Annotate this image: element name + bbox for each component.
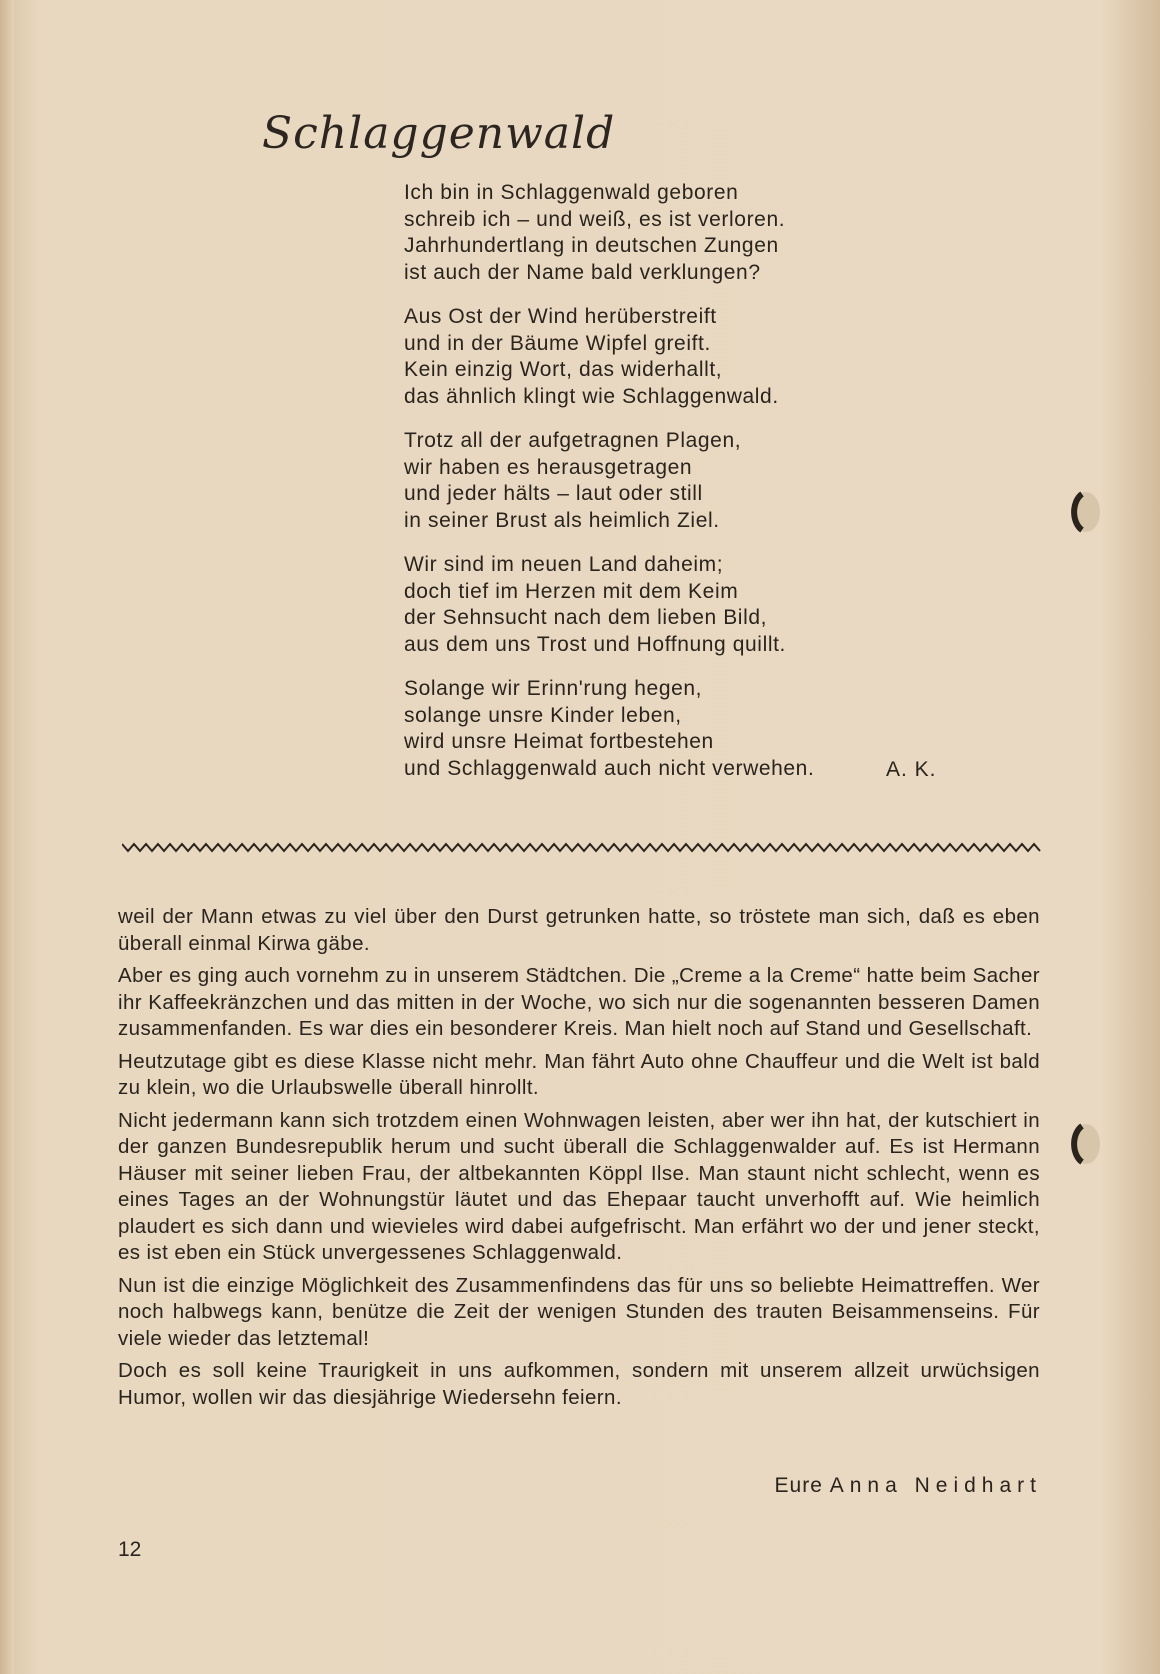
poem-line: Ich bin in Schlaggenwald geboren [404,181,739,204]
author-prefix: Eure [774,1474,823,1497]
wavy-divider [122,840,1044,854]
article-body [118,904,1040,1417]
poem-line: in seiner Brust als heimlich Ziel. [404,508,720,532]
page-title: Schlaggenwald [262,108,616,159]
poem-line: Kein einzig Wort, das widerhallt, [404,358,723,381]
poem-signature: A. K. [886,758,937,781]
author-name: Anna Neidhart [829,1474,1042,1497]
poem-line: der Sehnsucht nach dem lieben Bild, [404,606,768,629]
poem-line: schreib ich – und weiß, es ist verloren. [404,207,786,231]
poem-line: und Schlaggenwald auch nicht verwehen. [404,756,815,780]
poem-line: wird unsre Heimat fortbestehen [404,730,714,753]
poem-stanza [404,552,964,658]
poem-line: das ähnlich klingt wie Schlaggenwald. [404,384,779,408]
page-number: 12 [118,1538,142,1561]
poem-line: aus dem uns Trost und Hoffnung quillt. [404,632,786,656]
poem-line: Solange wir Erinn'rung hegen, [404,677,703,700]
paragraph: Nun ist die einzige Möglichkeit des Zusammenfindens das für uns so beliebte Heimattreffen. Wer noch halbwegs kann, benütze die Zeit der wenigen Stunden des trauten Beisammenseins. Für viele wieder das letztemal! [118,1273,1040,1350]
paragraph: Aber es ging auch vornehm zu in unserem Städtchen. Die „Creme a la Creme“ hatte beim Sacher ihr Kaffeekränzchen und das mitten in der Woche, wo sich nur die sogenannten besseren Damen zusammenfanden. Es war dies ein besonderer Kreis. Man hielt noch auf Stand und Gesellschaft. [118,964,1040,1040]
poem-stanza [404,180,964,286]
poem-line: doch tief im Herzen mit dem Keim [404,579,739,603]
paragraph: Nicht jedermann kann sich trotzdem einen Wohnwagen leisten, aber wer ihn hat, der kutschiert in der ganzen Bundesrepublik herum und sucht überall die Schlaggenwalder auf. Es ist Hermann Häuser mit seiner lieben Frau, der altbekannten Köppl Ilse. Man staunt nicht schlecht, wenn es eines Tages an der Wohnungstür läutet und das Ehepaar taucht unverhofft auf. Wie heimlich plaudert es sich dann und wievieles wird dabei aufgefrischt. Man erfährt wo der und jener steckt, es ist eben ein Stück unvergessenes Schlaggenwald. [118,1108,1040,1264]
punch-hole-icon [1066,488,1100,536]
poem-line: wir haben es herausgetragen [404,455,693,479]
poem [404,180,964,800]
paragraph: Heutzutage gibt es diese Klasse nicht mehr. Man fährt Auto ohne Chauffeur und die Welt ist bald zu klein, wo die Urlaubswelle überall hinrollt. [118,1049,1040,1099]
page-edge-shadow [0,0,14,1674]
poem-line: Aus Ost der Wind herüberstreift [404,305,717,328]
poem-line: Jahrhundertlang in deutschen Zungen [404,234,779,257]
poem-stanza [404,428,964,534]
poem-line: Wir sind im neuen Land daheim; [404,553,724,576]
poem-line: solange unsre Kinder leben, [404,703,682,727]
punch-hole-icon [1066,1120,1100,1168]
paragraph: Doch es soll keine Traurigkeit in uns aufkommen, sondern mit unserem allzeit urwüchsigen Humor, wollen wir das diesjährige Wiedersehn feiern. [118,1359,1040,1409]
poem-line: ist auch der Name bald verklungen? [404,260,761,284]
poem-line: und in der Bäume Wipfel greift. [404,331,711,355]
poem-line: Trotz all der aufgetragnen Plagen, [404,429,742,452]
poem-line: und jeder hälts – laut oder still [404,482,703,505]
author-signature [775,1474,1042,1498]
paragraph: weil der Mann etwas zu viel über den Durst getrunken hatte, so tröstete man sich, daß es eben überall einmal Kirwa gäbe. [118,905,1040,955]
poem-stanza [404,304,964,410]
poem-stanza [404,676,964,782]
